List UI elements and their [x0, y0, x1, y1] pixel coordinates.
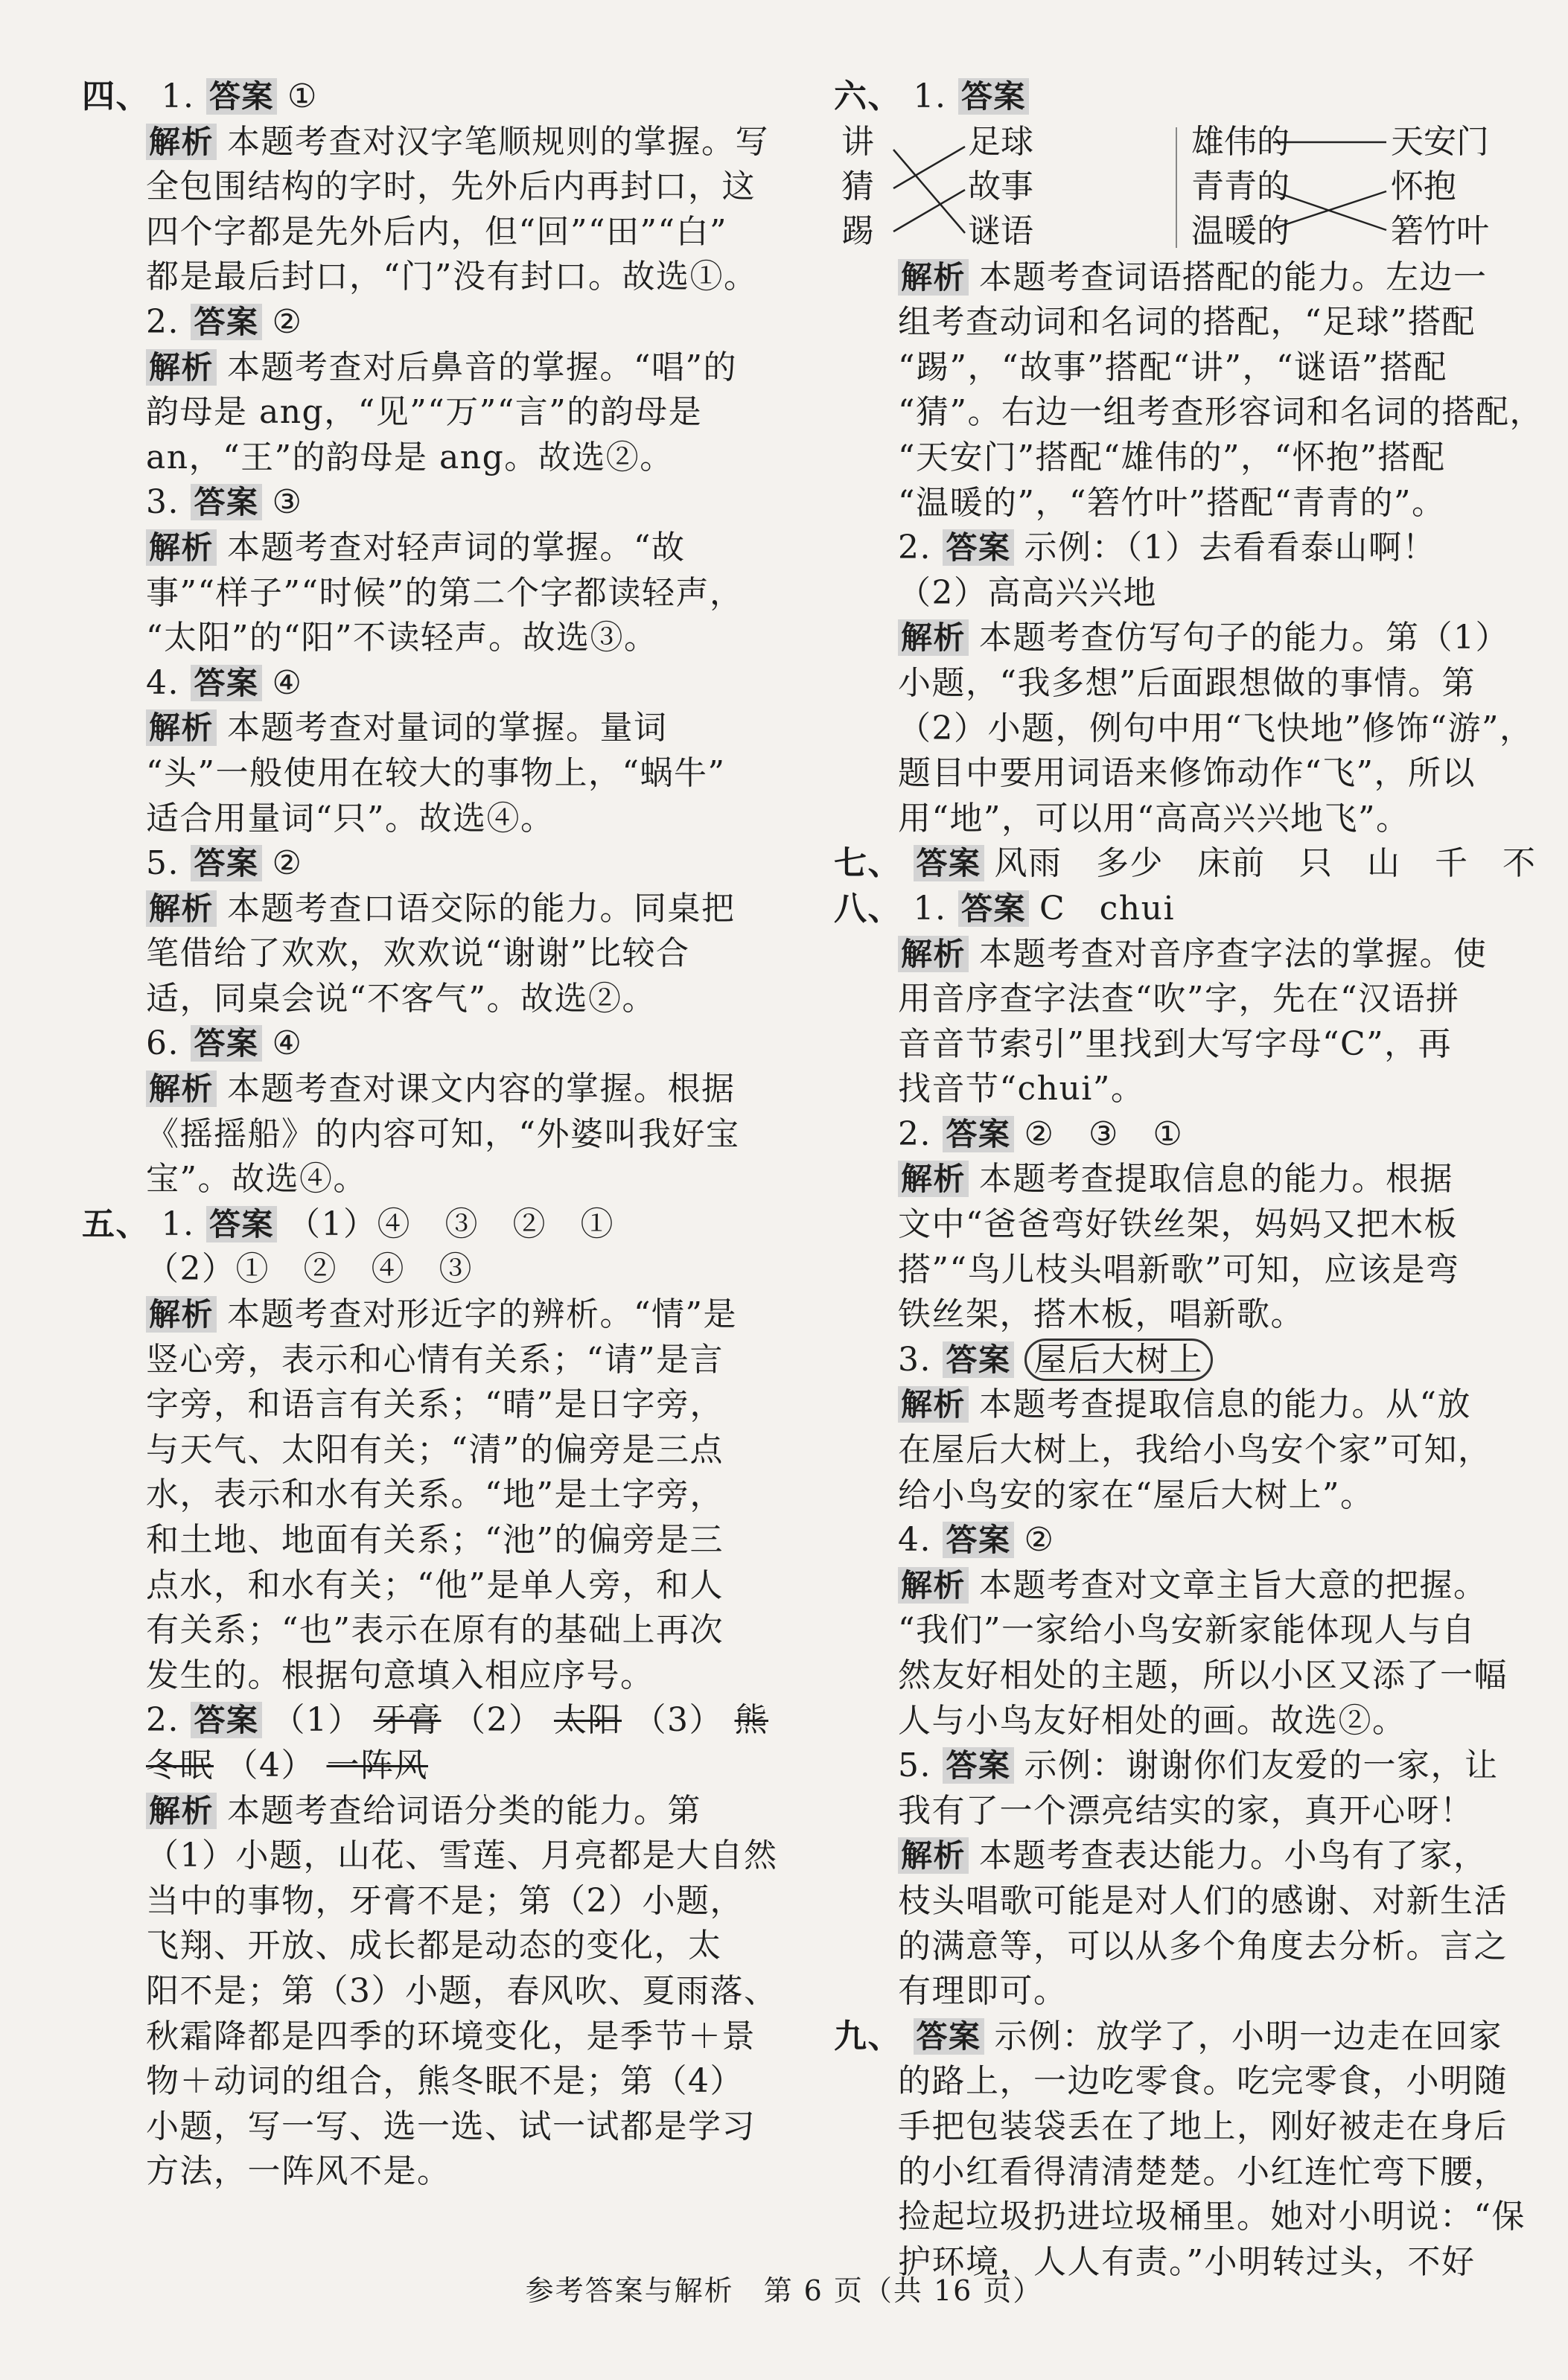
body-text: 全包围结构的字时，先外后内再封口，这 [146, 168, 756, 206]
text-line [82, 1653, 730, 1699]
body-text: 本题考查对音序查字法的掌握。使 [979, 934, 1488, 973]
answer-value: C chui [1039, 889, 1176, 928]
body-text: 在屋后大树上，我给小鸟安个家”可知， [898, 1431, 1492, 1470]
answer-tag: 答案 [914, 2018, 984, 2055]
text-line [834, 2014, 1503, 2060]
text-line [834, 1653, 1508, 1699]
text-line [82, 797, 730, 842]
answer-value: （3） [633, 1701, 723, 1740]
match-right-adjective: 青青的 [1191, 167, 1290, 205]
body-text: 本题考查表达能力。小鸟有了家， [979, 1837, 1488, 1875]
answer-value: 示例：（1）去看看泰山啊！ [1024, 529, 1436, 567]
text-line [834, 1608, 1497, 1653]
text-line [82, 390, 730, 436]
answer-tag: 答案 [943, 1747, 1013, 1784]
body-text: 阳不是；第（3）小题，春风吹、夏雨落、 [146, 1971, 778, 2010]
analysis-tag: 解析 [146, 1793, 217, 1829]
section-number: 七、 [834, 844, 902, 883]
body-text: 本题考查对后鼻音的掌握。“唱”的 [227, 348, 738, 386]
text-line [834, 797, 1497, 842]
body-text: 本题考查对形近字的辨析。“情”是 [227, 1295, 738, 1334]
body-text: “太阳”的“阳”不读轻声。故选③。 [146, 619, 658, 657]
answer-tag: 答案 [958, 890, 1029, 927]
text-line [82, 1698, 768, 1743]
answer-tag: 答案 [191, 665, 261, 701]
body-text: 点水，和水有关；“他”是单人旁，和人 [146, 1566, 724, 1604]
answer-value: 风雨 多少 床前 只 山 千 不 [994, 844, 1537, 883]
body-text: 我有了一个漂亮结实的家，真开心呀！ [898, 1791, 1474, 1830]
text-line [834, 841, 1537, 887]
body-text: 搭”“鸟儿枝头唱新歌”可知，应该是弯 [898, 1250, 1460, 1289]
text-line [82, 1473, 730, 1518]
match-left-word: 讲 [841, 122, 874, 161]
question-number: 2. [146, 302, 179, 341]
question-number: 5. [898, 1746, 931, 1785]
text-line [82, 1789, 730, 1834]
answer-tag: 答案 [958, 78, 1029, 115]
text-line [834, 571, 1497, 616]
text-line [82, 616, 730, 661]
body-text: 本题考查提取信息的能力。从“放 [979, 1385, 1472, 1424]
body-text: 有理即可。 [898, 1972, 1068, 2011]
body-text: “头”一般使用在较大的事物上，“蜗牛” [146, 753, 726, 792]
body-text: 本题考查仿写句子的能力。第（1） [979, 619, 1510, 657]
answer-value: ① [287, 77, 318, 115]
answer-tag: 答案 [191, 1702, 261, 1738]
right-column [834, 74, 1543, 2285]
text-line [82, 1518, 730, 1563]
question-number: 2. [898, 1114, 931, 1153]
body-text: 本题考查对文章主旨大意的把握。 [979, 1566, 1488, 1604]
text-line [834, 1112, 1497, 1158]
text-line [82, 300, 730, 345]
answer-value: ④ [272, 663, 303, 702]
circled-answer: 屋后大树上 [1024, 1339, 1214, 1381]
body-text: 事”“样子”“时候”的第二个字都读轻声， [146, 573, 744, 612]
body-text: 本题考查口语交际的能力。同桌把 [227, 889, 736, 928]
match-left-word: 猜 [841, 167, 874, 205]
question-number: 2. [146, 1701, 179, 1740]
body-text: 的满意等，可以从多个角度去分析。言之 [898, 1927, 1508, 1965]
body-text: 笔借给了欢欢，欢欢说“谢谢”比较合 [146, 934, 690, 973]
analysis-tag: 解析 [146, 1071, 217, 1107]
match-right-noun: 箬竹叶 [1391, 211, 1489, 250]
match-left-noun: 足球 [968, 122, 1033, 161]
text-line [82, 255, 758, 300]
text-line [834, 1563, 1497, 1609]
text-line [82, 1292, 738, 1338]
question-number: 6. [146, 1024, 179, 1063]
body-text: 人与小鸟友好相处的画。故选②。 [898, 1701, 1406, 1740]
body-text: （2）小题，例句中用“飞快地”修饰“游”， [898, 709, 1534, 747]
text-line [82, 1428, 730, 1473]
body-text: 然友好相处的主题，所以小区又添了一幅 [898, 1656, 1508, 1694]
analysis-tag: 解析 [146, 349, 217, 386]
answer-word: 一阵风 [326, 1746, 428, 1784]
text-line [82, 526, 730, 571]
body-text: 找音节“chui”。 [898, 1070, 1145, 1108]
text-line [834, 1022, 1497, 1068]
body-text: “温暖的”，“箬竹叶”搭配“青青的”。 [898, 483, 1446, 522]
analysis-tag: 解析 [898, 1386, 969, 1423]
body-text: 音音节索引”里找到大写字母“C”，再 [898, 1024, 1453, 1063]
text-line [82, 1247, 730, 1292]
body-text: 捡起垃圾扔进垃圾桶里。她对小明说：“保 [898, 2198, 1526, 2236]
text-line [834, 526, 1497, 571]
answer-tag: 答案 [943, 529, 1013, 566]
text-line [834, 1699, 1497, 1744]
text-line [834, 481, 1497, 526]
analysis-tag: 解析 [898, 1161, 969, 1197]
text-line [834, 977, 1497, 1022]
text-line [82, 74, 730, 120]
body-text: （2）① ② ④ ③ [146, 1250, 473, 1289]
answer-value: ③ [272, 483, 303, 522]
body-text: 《摇摇船》的内容可知，“外婆叫我好宝 [146, 1114, 740, 1153]
text-line [834, 345, 1497, 391]
body-text: 的小红看得清清楚楚。小红连忙弯下腰， [898, 2152, 1508, 2191]
answer-tag: 答案 [191, 845, 261, 881]
text-line [82, 751, 730, 797]
match-right-noun: 怀抱 [1391, 167, 1456, 205]
question-number: 1. [913, 77, 947, 115]
analysis-tag: 解析 [146, 1296, 217, 1333]
text-line [834, 1473, 1497, 1519]
text-line [82, 480, 730, 526]
page-footer: 参考答案与解析 第 6 页（共 16 页） [525, 2274, 1043, 2307]
analysis-tag: 解析 [898, 1567, 969, 1604]
body-text: 水，表示和水有关系。“地”是土字旁， [146, 1475, 724, 1514]
body-text: 本题考查对课文内容的掌握。根据 [227, 1070, 736, 1108]
text-line [82, 165, 756, 210]
body-text: “踢”，“故事”搭配“讲”，“谜语”搭配 [898, 348, 1447, 386]
text-line [834, 436, 1497, 481]
section-six-heading [834, 74, 1497, 120]
analysis-tag: 解析 [146, 709, 217, 746]
answer-value: ② [272, 302, 303, 341]
body-text: 秋霜降都是四季的环境变化，是季节＋景 [146, 2017, 756, 2055]
body-text: 适合用量词“只”。故选④。 [146, 799, 555, 838]
answer-value: （1） [272, 1701, 362, 1740]
body-text: 题目中要用词语来修饰动作“飞”，所以 [898, 754, 1476, 793]
text-line [834, 255, 1497, 301]
text-line [82, 1879, 744, 1924]
body-text: 发生的。根据句意填入相应序号。 [146, 1656, 654, 1694]
text-line [834, 706, 1534, 752]
text-line [834, 1743, 1497, 1789]
answer-word: 太阳 [554, 1701, 622, 1740]
text-line [834, 1292, 1497, 1338]
body-text: “猜”。右边一组考查形容词和名词的搭配， [898, 393, 1543, 432]
analysis-tag: 解析 [146, 890, 217, 927]
match-right-adjective: 雄伟的 [1191, 122, 1290, 161]
text-line [82, 2105, 756, 2150]
body-text: 本题考查对轻声词的掌握。“故 [227, 528, 686, 567]
answer-value: 示例：谢谢你们友爱的一家，让 [1024, 1746, 1499, 1785]
text-line [834, 1834, 1497, 1879]
body-text: 本题考查词语搭配的能力。左边一 [979, 258, 1488, 296]
body-text: 本题考查给词语分类的能力。第 [227, 1791, 702, 1830]
text-line [834, 887, 1497, 932]
body-text: 和土地、地面有关系；“池”的偏旁是三 [146, 1521, 724, 1559]
text-line [82, 210, 730, 255]
text-line [82, 977, 730, 1022]
right-lines [834, 255, 1543, 2285]
body-text: 方法，一阵风不是。 [146, 2152, 451, 2191]
text-line [834, 1382, 1497, 1428]
text-line [834, 1338, 1497, 1383]
answer-tag: 答案 [191, 484, 261, 520]
body-text: 小题，写一写、选一选、试一试都是学习 [146, 2107, 756, 2145]
text-line [834, 1248, 1497, 1293]
answer-value: ④ [272, 1024, 303, 1063]
text-line [82, 841, 730, 887]
text-line [82, 1112, 740, 1158]
analysis-tag: 解析 [146, 529, 217, 566]
body-text: 字旁，和语言有关系；“晴”是日字旁， [146, 1385, 724, 1424]
text-line [82, 931, 730, 977]
text-line [834, 616, 1510, 661]
body-text: 物＋动词的组合，熊冬眠不是；第（4） [146, 2062, 744, 2101]
text-line [82, 1608, 730, 1653]
text-line [82, 706, 730, 751]
text-line [834, 1202, 1497, 1248]
body-text: 手把包装袋丢在了地上，刚好被走在身后 [898, 2107, 1508, 2145]
answer-tag: 答案 [191, 304, 261, 340]
body-text: 用“地”，可以用“高高兴兴地飞”。 [898, 799, 1410, 838]
text-line [82, 2059, 744, 2105]
answer-value: ② [1024, 1521, 1055, 1560]
analysis-tag: 解析 [898, 1837, 969, 1874]
match-left-word: 踢 [841, 211, 874, 250]
body-text: 宝”。故选④。 [146, 1160, 367, 1199]
body-text: an，“王”的韵母是 ang。故选②。 [146, 438, 674, 476]
text-line [834, 1067, 1497, 1112]
question-number: 1. [913, 889, 947, 928]
body-text: 给小鸟安的家在“屋后大树上”。 [898, 1475, 1374, 1514]
text-line [834, 300, 1497, 345]
text-line [834, 2059, 1508, 2105]
body-text: 适，同桌会说“不客气”。故选②。 [146, 979, 656, 1018]
answer-word: 熊 [734, 1701, 768, 1740]
analysis-tag: 解析 [898, 259, 969, 296]
text-line [834, 390, 1543, 436]
text-line [834, 1518, 1497, 1563]
body-text: 竖心旁，表示和心情有关系；“请”是言 [146, 1340, 724, 1379]
answer-value: 示例：放学了，小明一边走在回家 [994, 2017, 1503, 2055]
answer-tag: 答案 [943, 1341, 1013, 1378]
body-text: （1）小题，山花、雪莲、月亮都是大自然 [146, 1837, 778, 1875]
text-line [834, 2105, 1508, 2150]
question-number: 4. [146, 663, 179, 702]
body-text: 都是最后封口，“门”没有封口。故选①。 [146, 258, 758, 296]
text-line [82, 1021, 730, 1067]
analysis-tag: 解析 [898, 619, 969, 656]
text-line [82, 1563, 730, 1609]
text-line [82, 1382, 730, 1428]
text-line [82, 571, 744, 616]
text-line [834, 1924, 1508, 1970]
answer-tag: 答案 [943, 1522, 1013, 1558]
text-line [834, 661, 1497, 706]
body-text: 的路上，一边吃零食。吃完零食，小明随 [898, 2062, 1508, 2101]
body-text: 文中“爸爸弯好铁丝架，妈妈又把木板 [898, 1205, 1458, 1244]
body-text: “天安门”搭配“雄伟的”，“怀抱”搭配 [898, 438, 1446, 476]
body-text: 枝头唱歌可能是对人们的感谢、对新生活 [898, 1881, 1508, 1920]
text-line [82, 2014, 756, 2060]
body-text: 当中的事物，牙膏不是；第（2）小题， [146, 1881, 744, 1920]
text-line [82, 1067, 736, 1112]
answer-tag: 答案 [943, 1116, 1013, 1152]
answer-tag: 答案 [914, 845, 984, 881]
answer-value: （1）④ ③ ② ① [287, 1205, 614, 1243]
question-number: 2. [898, 529, 931, 567]
text-line [82, 887, 736, 932]
section-number: 六、 [834, 77, 902, 115]
match-right-adjective: 温暖的 [1191, 211, 1290, 250]
answer-tag: 答案 [191, 1025, 261, 1062]
body-text: 与天气、太阳有关；“清”的偏旁是三点 [146, 1430, 724, 1469]
section-number: 八、 [834, 889, 902, 928]
answer-value: ② ③ ① [1024, 1114, 1184, 1153]
body-text: 用音序查字法查“吹”字，先在“汉语拼 [898, 980, 1460, 1018]
section-number: 九、 [834, 2017, 902, 2055]
text-line [82, 1969, 778, 2014]
matching-answer [834, 120, 1497, 255]
text-line [82, 345, 738, 391]
text-line [82, 1743, 730, 1789]
analysis-tag: 解析 [898, 936, 969, 972]
left-column [82, 74, 778, 2195]
body-text: 四个字都是先外后内，但“回”“田”“白” [146, 212, 727, 251]
text-line [82, 1834, 778, 1879]
body-text: 本题考查对汉字笔顺规则的掌握。写 [227, 122, 770, 161]
text-line [82, 2149, 730, 2195]
match-left-noun: 故事 [968, 167, 1033, 205]
answer-tag: 答案 [206, 78, 277, 115]
text-line [834, 1157, 1497, 1202]
body-text: 护环境，人人有责。”小明转过头，不好 [898, 2242, 1476, 2281]
body-text: “我们”一家给小鸟安新家能体现人与自 [898, 1611, 1476, 1650]
text-line [82, 1924, 730, 1969]
answer-value: ② [272, 844, 303, 883]
body-text: 本题考查对量词的掌握。量词 [227, 709, 668, 747]
body-text: 有关系；“也”表示在原有的基础上再次 [146, 1611, 724, 1650]
text-line [834, 751, 1497, 797]
text-line [82, 436, 730, 481]
text-line [82, 1338, 730, 1383]
text-line [834, 932, 1497, 977]
body-text: 铁丝架，搭木板，唱新歌。 [898, 1295, 1304, 1334]
question-number: 5. [146, 844, 179, 883]
match-left-noun: 谜语 [968, 211, 1033, 250]
body-text: 飞翔、开放、成长都是动态的变化，太 [146, 1927, 722, 1965]
question-number: 3. [146, 483, 179, 522]
body-text: 本题考查提取信息的能力。根据 [979, 1160, 1454, 1199]
match-right-noun: 天安门 [1391, 122, 1489, 161]
question-number: 3. [898, 1340, 931, 1379]
text-line [834, 1969, 1497, 2014]
text-line [82, 661, 730, 706]
text-line [834, 1789, 1497, 1834]
body-text: （2）高高兴兴地 [898, 573, 1157, 612]
text-line [82, 1157, 730, 1202]
question-number: 1. [161, 77, 195, 115]
answer-value: （2） [453, 1701, 543, 1740]
answer-word: 牙膏 [373, 1701, 442, 1740]
body-text: 组考查动词和名词的搭配，“足球”搭配 [898, 303, 1476, 342]
question-number: 1. [161, 1205, 195, 1243]
text-line [834, 1428, 1497, 1473]
body-text: 小题，“我多想”后面跟想做的事情。第 [898, 663, 1476, 702]
text-line [82, 1202, 730, 1248]
analysis-tag: 解析 [146, 124, 217, 160]
text-line [834, 2150, 1508, 2195]
answer-word: 冬眠 [146, 1746, 214, 1784]
question-number: 4. [898, 1521, 931, 1560]
answer-tag: 答案 [206, 1206, 277, 1242]
text-line [834, 1879, 1508, 1924]
section-number: 五、 [82, 1205, 150, 1243]
text-line [82, 120, 770, 165]
answer-value: （4） [225, 1746, 315, 1784]
text-line [834, 2195, 1526, 2240]
section-number: 四、 [82, 77, 150, 115]
body-text: 韵母是 ang，“见”“万”“言”的韵母是 [146, 393, 703, 432]
